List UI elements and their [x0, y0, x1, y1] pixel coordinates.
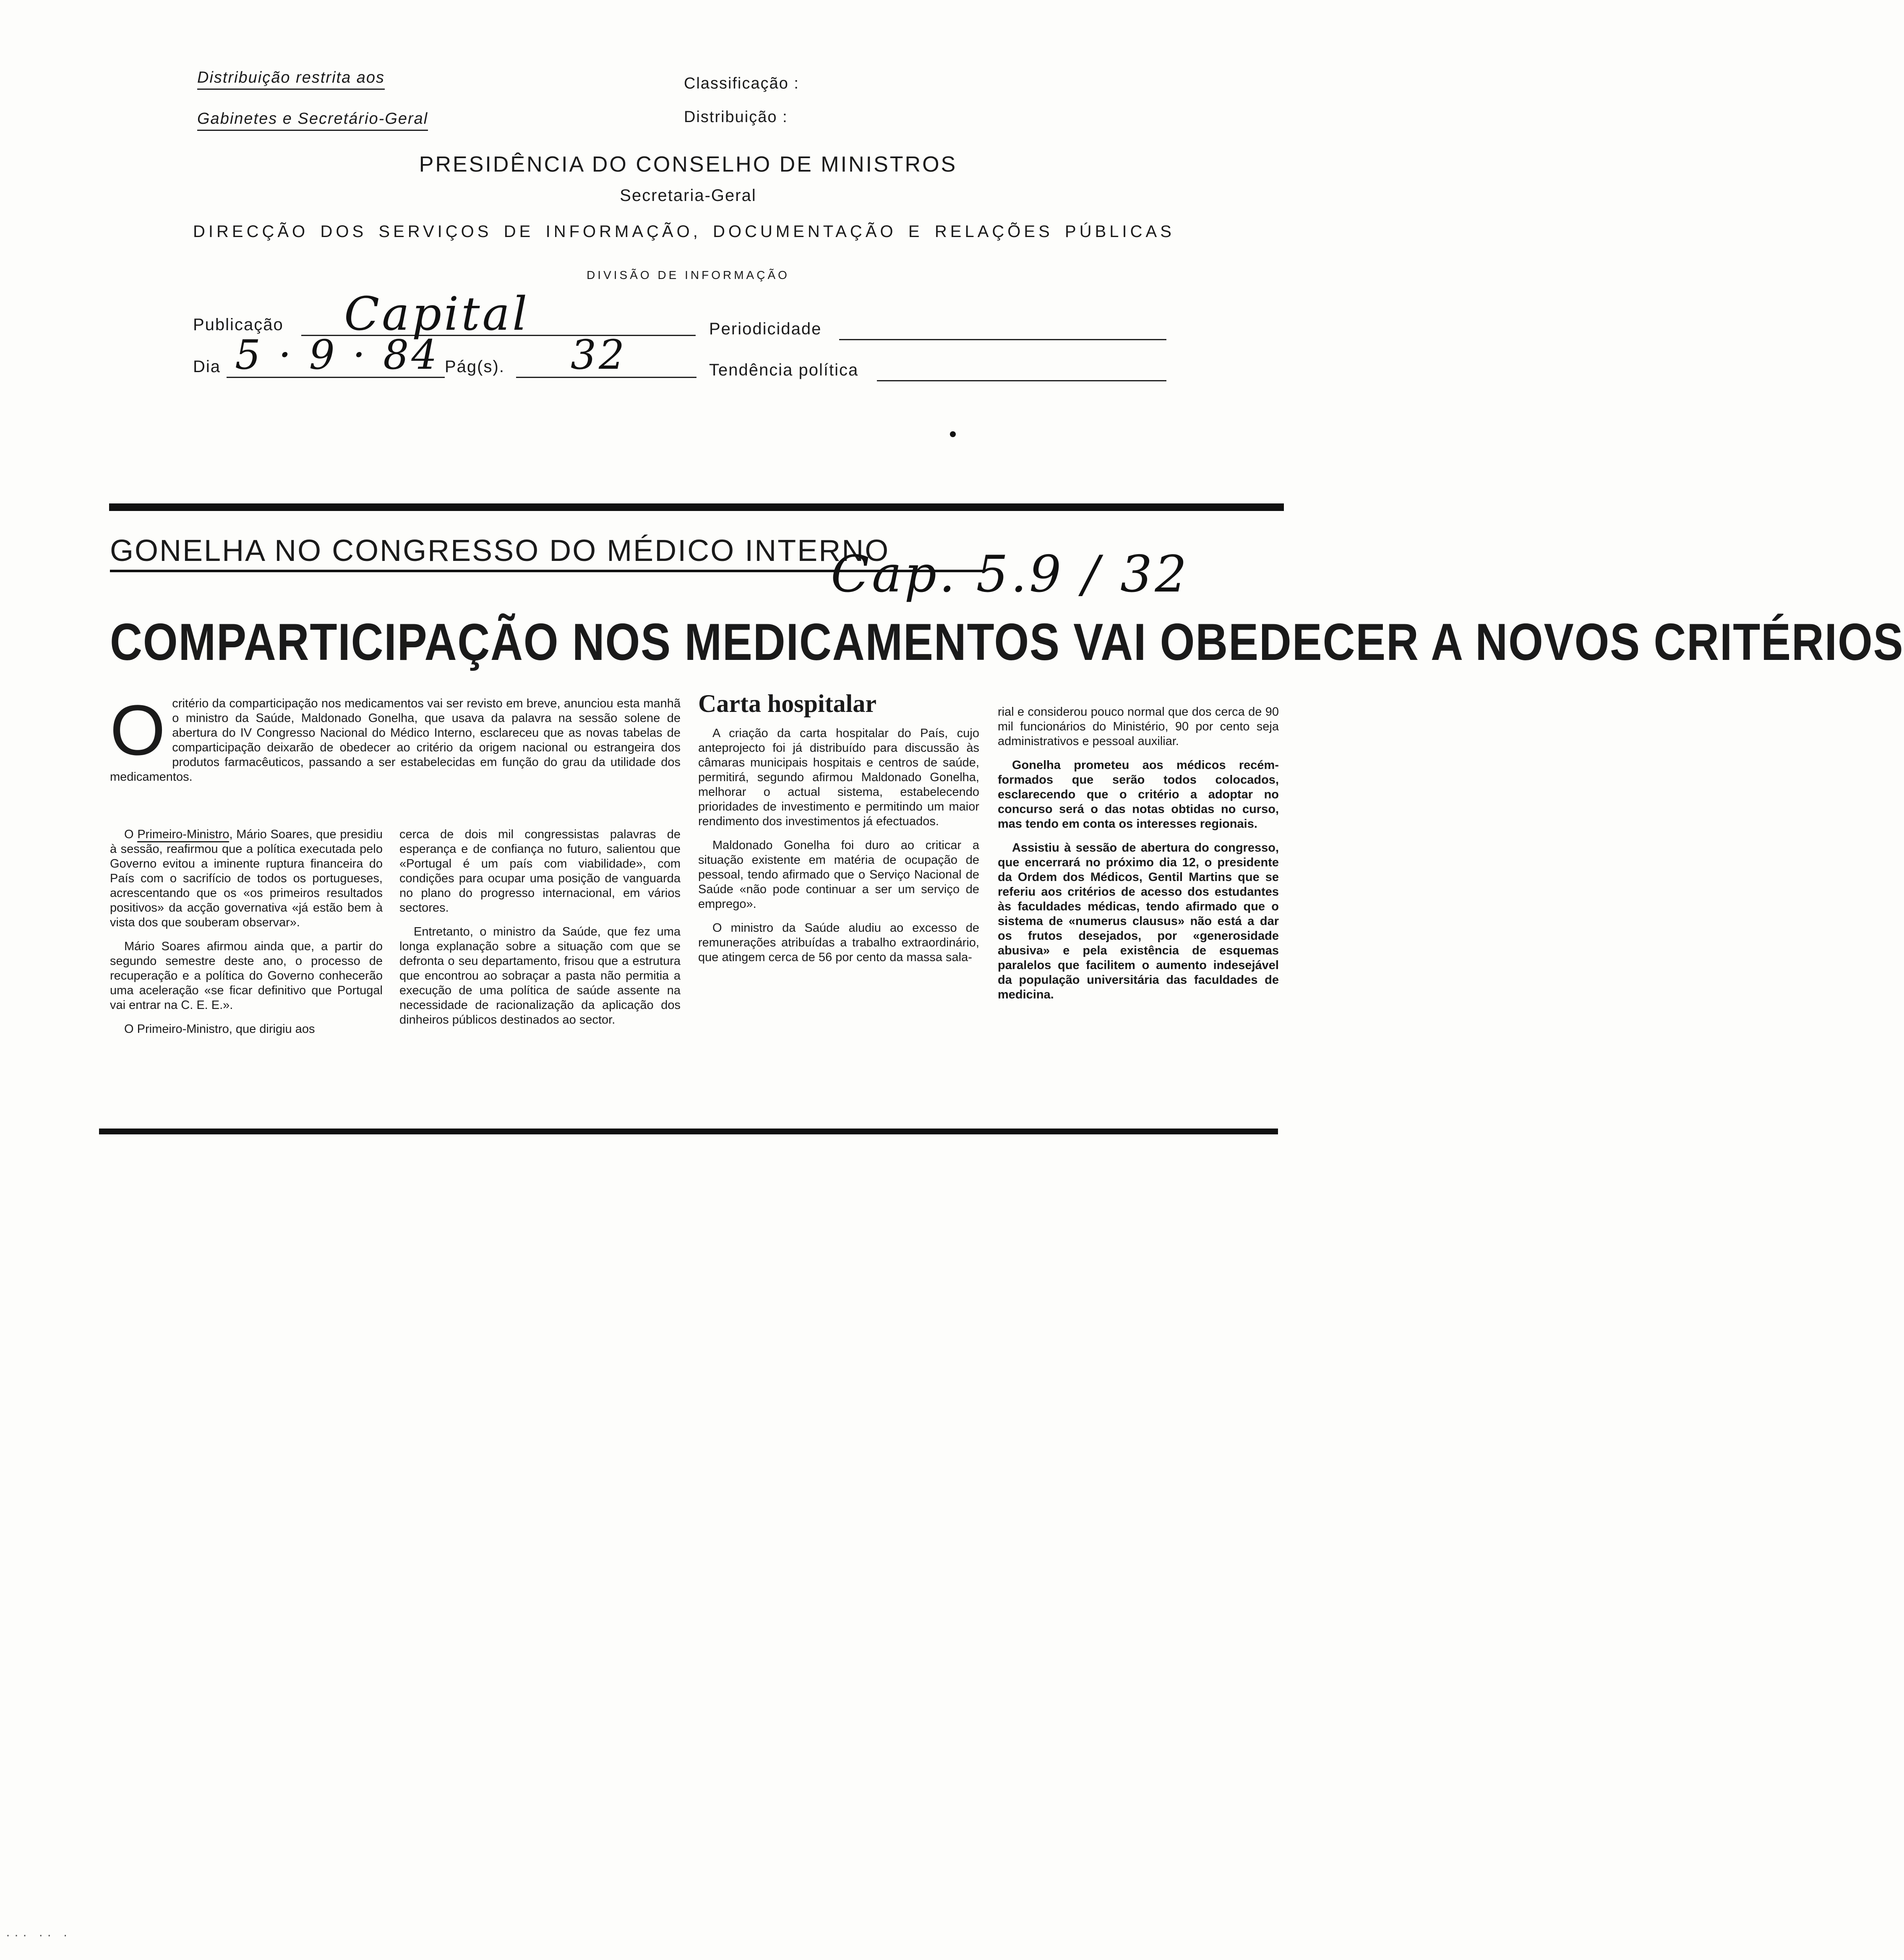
directorate-word: RELAÇÕES	[934, 222, 1053, 241]
day-label: Dia	[193, 357, 221, 376]
col1-p1-start: O	[124, 828, 138, 841]
col4-paragraph-3: Assistiu à sessão de abertura do congresso, que encerrará no próximo dia 12, o presidente da Ordem dos Médicos, Gentil Martins que se referiu aos critérios de acesso dos estudantes às faculdades médicas, tendo afirmado que o sistema de «numerus clausus» não está a dar os frutos desejados, por «generosidade abusiva» e pela existência de esquemas paralelos que facilitem o aumento indesejável da população universitária das faculdades de medicina.	[998, 841, 1279, 1001]
lead-text: critério da comparticipação nos medicamentos vai ser revisto em breve, anunciou esta manhã o ministro da Saúde, Maldonado Gonelha, que usava da palavra na sessão solene de abertura do IV Congresso Nacional do Médico Interno, esclareceu que as novas tabelas de comparticipação deixarão de obedecer ao critério da origem nacional ou estrangeira dos produtos farmacêuticos, passando a ser estabelecidas em função do grau da utilidade dos medicamentos.	[110, 697, 681, 784]
periodicity-field-line	[839, 339, 1166, 340]
publication-handwritten-value: Capital	[344, 287, 530, 341]
subhead-carta-hospitalar: Carta hospitalar	[698, 690, 876, 717]
periodicity-label: Periodicidade	[709, 320, 822, 338]
col1-paragraph-3: O Primeiro-Ministro, que dirigiu aos	[124, 1022, 315, 1036]
col1-p1-rest: , Mário Soares, que presidiu à sessão, reafirmou que a política executada pelo Governo evitou a iminente ruptura financeira do País com o sacrifício de todos os portugueses, acrescentando que os «os primeiros resultados positivos» da acção governativa «já estão bem à vista dos que souberam observar».	[110, 828, 383, 929]
day-handwritten-value: 5 · 9 · 84	[235, 331, 440, 378]
col3-paragraph-1: A criação da carta hospitalar do País, cujo anteprojecto foi já distribuído para discussão às câmaras municipais hospitais e centros de saúde, permitirá, segundo afirmou Maldonado Gonelha, melhorar o actual sistema, estabelecendo prioridades de investimento e permitindo um maior rendimento dos investimentos já efectuados.	[698, 727, 979, 828]
prime-minister-underlined: Primeiro-Ministro	[137, 828, 229, 842]
directorate-word: E	[908, 222, 923, 241]
tendency-label: Tendência política	[709, 361, 859, 379]
col3-paragraph-2: Maldonado Gonelha foi duro ao criticar a situação existente em matéria de ocupação de pessoal, tendo afirmado que o Serviço Nacional de Saúde «não pode continuar a ser um serviço de emprego».	[698, 839, 979, 911]
article-column-1	[110, 827, 383, 1046]
clipping-bottom-rule	[99, 1129, 1278, 1134]
handwritten-reference: Cap. 5.9 / 32	[831, 545, 1189, 604]
directorate-word: INFORMAÇÃO,	[545, 222, 701, 241]
classification-label: Classificação :	[684, 75, 799, 92]
article-headline: COMPARTICIPAÇÃO NOS MEDICAMENTOS VAI OBEDECER A NOVOS CRITÉRIOS	[110, 613, 1904, 671]
directorate-title	[193, 222, 1175, 241]
tendency-field-line	[877, 380, 1166, 381]
drop-cap: O	[110, 691, 166, 770]
restricted-distribution-note	[197, 69, 428, 131]
directorate-word: DOCUMENTAÇÃO	[713, 222, 897, 241]
article-kicker: GONELHA NO CONGRESSO DO MÉDICO INTERNO	[110, 534, 890, 568]
directorate-word: DOS	[320, 222, 367, 241]
col2-paragraph-1: cerca de dois mil congressistas palavras de esperança e de confiança no futuro, salientou que «Portugal é um país com viabilidade», com condições para ocupar uma posição de vanguarda no plano do progresso internacional, em vários sectores.	[399, 828, 681, 915]
division-title: DIVISÃO DE INFORMAÇÃO	[587, 268, 790, 281]
article-lead	[110, 691, 681, 785]
article-column-4	[998, 705, 1279, 1011]
restricted-line-1: Distribuição restrita aos	[197, 69, 385, 90]
ink-dot	[950, 431, 956, 437]
pages-label: Pág(s).	[445, 357, 505, 376]
distribution-label: Distribuição :	[684, 108, 788, 126]
office-title: PRESIDÊNCIA DO CONSELHO DE MINISTROS	[419, 152, 957, 177]
clipping-top-rule	[109, 503, 1284, 511]
directorate-word: PÚBLICAS	[1065, 222, 1175, 241]
restricted-line-2: Gabinetes e Secretário-Geral	[197, 110, 428, 131]
pages-handwritten-value: 32	[571, 331, 627, 378]
directorate-word: SERVIÇOS	[378, 222, 492, 241]
footer-mark: ··· ·· ·	[6, 1928, 72, 1942]
article-column-2	[399, 827, 681, 1037]
col1-paragraph-1	[110, 827, 383, 930]
col1-paragraph-2: Mário Soares afirmou ainda que, a partir do segundo semestre deste ano, o processo de recuperação e a política do Governo conhecerão uma aceleração «se ficar definitivo que Portugal vai entrar na C. E. E.».	[110, 940, 383, 1012]
col2-paragraph-2: Entretanto, o ministro da Saúde, que fez uma longa explanação sobre a situação com que se defronta o seu departamento, frisou que a estrutura que encontrou ao sobraçar a pasta não permitia a execução de uma política de saúde assente na necessidade de racionalização da aplicação dos dinheiros públicos destinados ao sector.	[399, 925, 681, 1027]
directorate-word: DE	[503, 222, 534, 241]
article-column-3	[698, 690, 979, 974]
col3-paragraph-3: O ministro da Saúde aludiu ao excesso de remunerações atribuídas a trabalho extraordinário, que atingem cerca de 56 por cento da massa sala-	[698, 921, 979, 964]
secretariat-title: Secretaria-Geral	[620, 186, 756, 205]
col4-paragraph-1: rial e considerou pouco normal que dos cerca de 90 mil funcionários do Ministério, 90 por cento seja administrativos e pessoal auxiliar.	[998, 705, 1279, 748]
directorate-word: DIRECÇÃO	[193, 222, 309, 241]
publication-label: Publicação	[193, 315, 284, 334]
col4-paragraph-2: Gonelha prometeu aos médicos recém-formados que serão todos colocados, esclarecendo que o critério a adoptar no concurso será o das notas obtidas no curso, mas tendo em conta os interesses regionais.	[998, 758, 1279, 831]
